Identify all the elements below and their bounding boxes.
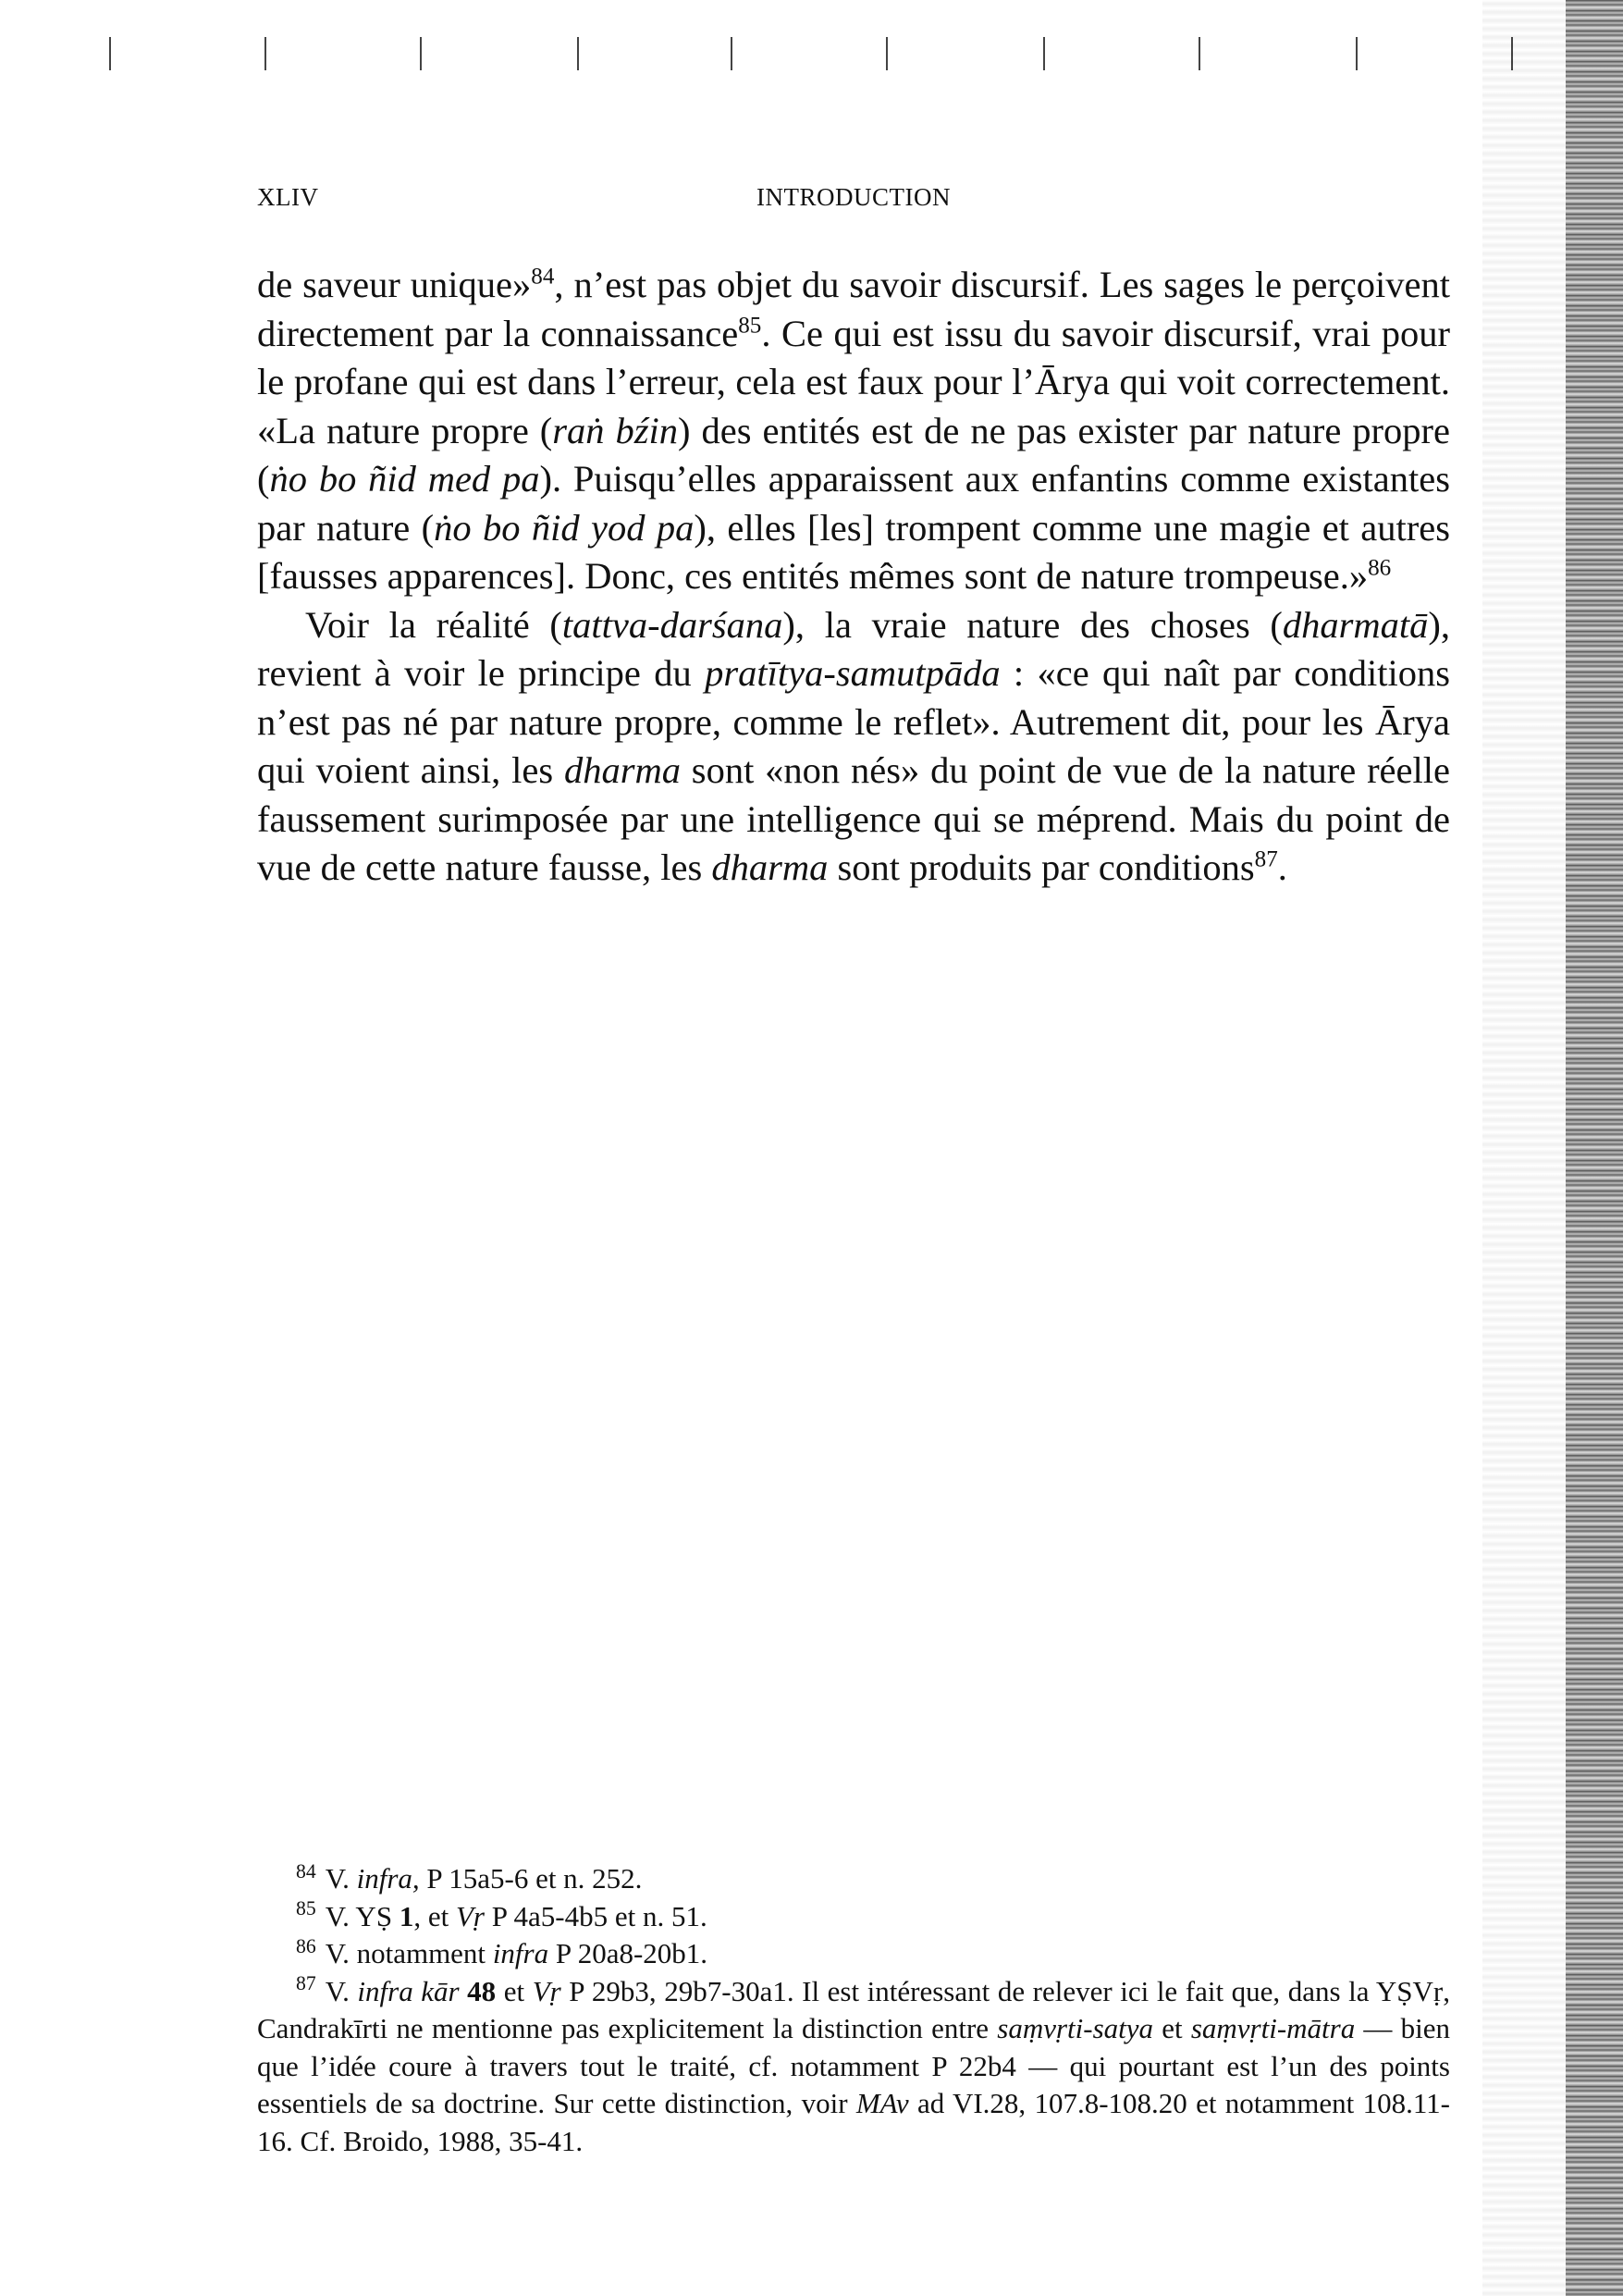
- text-run: P 29b3, 29b7-30a1. Il est intéressant de relever ici le fait que, dans la YṢVṛ, Candrakīrti ne mentionne pas explicitement la distinction entre: [257, 1974, 1450, 2044]
- scan-tick: [264, 37, 266, 70]
- text-run: P 20a8-20b1.: [548, 1937, 708, 1969]
- running-head-title: INTRODUCTION: [756, 183, 951, 211]
- footnotes: [257, 1860, 1450, 2160]
- italic-term: Vṛ: [455, 1899, 485, 1932]
- italic-term: ṅo bo ñid med pa: [269, 458, 540, 500]
- body-text: [257, 261, 1450, 893]
- italic-term: ṅo bo ñid yod pa: [434, 506, 695, 549]
- italic-term: infra kār: [357, 1974, 460, 2007]
- footnote: [257, 1973, 1450, 2161]
- bold-ref: 1: [399, 1899, 414, 1932]
- text-run: ). Puisqu’elles apparaissent aux enfantins comme existantes par nature (: [257, 458, 1450, 549]
- bold-ref: 48: [467, 1974, 497, 2007]
- italic-term: saṃvṛti-satya: [997, 2012, 1154, 2044]
- text-run: . Ce qui est issu du savoir discursif, vrai pour le profane qui est dans l’erreur, cela est faux pour l’Ārya qui voit correctement. «La nature propre (: [257, 312, 1450, 451]
- text-run: Voir la réalité (: [305, 603, 562, 646]
- italic-term: dharmatā: [1282, 603, 1429, 646]
- italic-term: saṃvṛti-mātra: [1190, 2012, 1356, 2044]
- italic-term: infra,: [356, 1862, 420, 1895]
- scan-tick: [1199, 37, 1200, 70]
- italic-term: pratītya-samutpāda: [705, 652, 1001, 694]
- book-spine-edge: [1566, 0, 1623, 2296]
- italic-term: raṅ bźin: [552, 409, 679, 451]
- text-run: V. YṢ: [325, 1899, 400, 1932]
- text-run: [460, 1975, 468, 2007]
- italic-term: infra: [492, 1937, 549, 1969]
- footnote: [257, 1860, 1450, 1898]
- scan-tick: [1356, 37, 1358, 70]
- footnote-ref: 86: [1368, 555, 1392, 581]
- running-head: [257, 183, 1450, 220]
- text-run: ), elles [les] trompent comme une magie et autres [fausses apparences]. Donc, ces entités mêmes sont de nature trompeuse.»: [257, 506, 1451, 597]
- scan-tick: [109, 37, 111, 70]
- italic-term: dharma: [563, 749, 681, 791]
- text-run: et: [496, 1974, 533, 2007]
- text-run: P 15a5-6 et n. 252.: [419, 1862, 643, 1895]
- footnote: [257, 1935, 1450, 1973]
- text-run: ) des entités est de ne pas exister par nature propre (: [257, 409, 1451, 500]
- text-run: ad VI.28, 107.8-108.20 et notamment 108.11-16. Cf. Broido, 1988, 35-41.: [257, 2087, 1450, 2157]
- text-run: V.: [325, 1974, 358, 2007]
- scan-tick: [731, 37, 732, 70]
- italic-term: Vṛ: [532, 1974, 561, 2007]
- text-run: ), la vraie nature des choses (: [782, 603, 1283, 646]
- text-run: sont produits par conditions: [828, 846, 1255, 888]
- page-number: XLIV: [257, 183, 319, 211]
- footnote-ref: 87: [1254, 846, 1278, 872]
- footnote-number: 87: [296, 1972, 316, 1995]
- text-run: .: [1277, 846, 1287, 888]
- text-run: — bien que l’idée coure à travers tout le traité, cf. notamment P 22b4 — qui pourtant est l’un des points essentiels de sa doctrine. Sur cette distinction, voir: [257, 2012, 1450, 2119]
- text-run: P 4a5-4b5 et n. 51.: [484, 1899, 707, 1932]
- footnote-number: 86: [296, 1934, 316, 1957]
- footnote-number: 85: [296, 1897, 316, 1920]
- scan-artifact-top: [0, 0, 1623, 83]
- text-run: : «ce qui naît par conditions n’est pas né par nature propre, comme le reflet». Autrement dit, pour les Ārya qui voient ainsi, les: [257, 652, 1450, 791]
- scan-edge-shadow: [1482, 0, 1566, 2296]
- text-run: , n’est pas objet du savoir discursif. Les sages le perçoivent directement par la connaissance: [257, 264, 1450, 354]
- text-run: et: [1153, 2012, 1191, 2044]
- scan-tick: [577, 37, 579, 70]
- scan-tick: [1043, 37, 1045, 70]
- footnote-ref: 84: [531, 264, 555, 290]
- text-run: V.: [325, 1862, 357, 1895]
- footnote-number: 84: [296, 1859, 316, 1882]
- text-run: de saveur unique»: [257, 264, 532, 305]
- scan-tick: [420, 37, 422, 70]
- scan-tick: [886, 37, 888, 70]
- italic-term: tattva-darśana: [561, 603, 783, 646]
- text-run: ), revient à voir le principe du: [257, 603, 1451, 694]
- text-run: , et: [413, 1899, 456, 1932]
- paragraph: [257, 601, 1450, 893]
- italic-term: MAv: [855, 2087, 909, 2119]
- italic-term: dharma: [711, 846, 829, 888]
- footnote-ref: 85: [738, 313, 762, 338]
- footnote: [257, 1898, 1450, 1936]
- paragraph: [257, 261, 1450, 601]
- text-run: V. notamment: [325, 1937, 493, 1969]
- text-run: sont «non nés» du point de vue de la nature réelle faussement surimposée par une intelligence qui se méprend. Mais du point de vue de cette nature fausse, les: [257, 749, 1450, 888]
